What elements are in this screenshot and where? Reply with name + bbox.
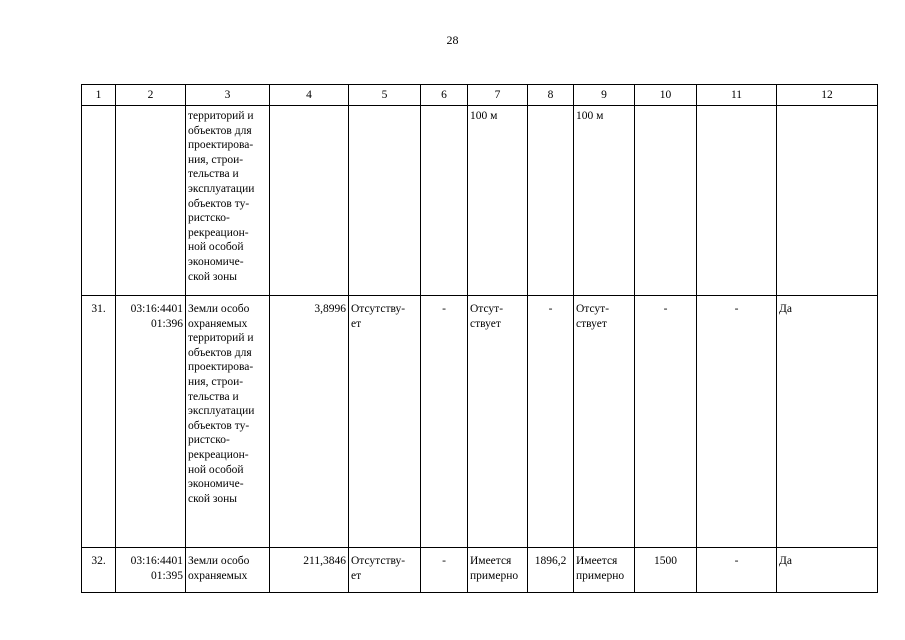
column-number-header: 6: [421, 85, 468, 106]
area-cell: [270, 106, 349, 296]
column-number-header: 8: [528, 85, 574, 106]
table-row: [82, 106, 878, 296]
col9-cell: Имеется примерно: [574, 548, 635, 593]
cadastral-number-cell: [116, 106, 186, 296]
col11-cell: -: [697, 296, 777, 548]
col10-cell: -: [635, 296, 697, 548]
col5-cell: Отсутству- ет: [349, 548, 421, 593]
column-number-header: 11: [697, 85, 777, 106]
table-row: [82, 296, 878, 548]
land-category-cell: Земли особо охраняемых территорий и объектов для проектирова- ния, строи- тельства и эксплуатации объектов ту- ристско- рекреацион- ной особой экономиче- ской зоны: [186, 296, 270, 548]
col7-cell: Имеется примерно: [468, 548, 528, 593]
table-row: [82, 548, 878, 593]
col12-cell: Да: [777, 296, 878, 548]
land-plots-table: [81, 84, 878, 593]
area-cell: 211,3846: [270, 548, 349, 593]
col8-cell: -: [528, 296, 574, 548]
col12-cell: [777, 106, 878, 296]
col8-cell: [528, 106, 574, 296]
col7-cell: 100 м: [468, 106, 528, 296]
col8-cell: 1896,2: [528, 548, 574, 593]
area-cell: 3,8996: [270, 296, 349, 548]
row-number-cell: [82, 106, 116, 296]
land-category-cell: Земли особо охраняемых: [186, 548, 270, 593]
table-header-row: [82, 85, 878, 106]
column-number-header: 10: [635, 85, 697, 106]
column-number-header: 7: [468, 85, 528, 106]
col11-cell: -: [697, 548, 777, 593]
col12-cell: Да: [777, 548, 878, 593]
column-number-header: 9: [574, 85, 635, 106]
col5-cell: [349, 106, 421, 296]
col9-cell: 100 м: [574, 106, 635, 296]
column-number-header: 5: [349, 85, 421, 106]
cadastral-number-cell: 03:16:4401 01:396: [116, 296, 186, 548]
col10-cell: 1500: [635, 548, 697, 593]
col7-cell: Отсут- ствует: [468, 296, 528, 548]
row-number-cell: 31.: [82, 296, 116, 548]
column-number-header: 2: [116, 85, 186, 106]
col5-cell: Отсутству- ет: [349, 296, 421, 548]
column-number-header: 3: [186, 85, 270, 106]
col9-cell: Отсут- ствует: [574, 296, 635, 548]
col11-cell: [697, 106, 777, 296]
cadastral-number-cell: 03:16:4401 01:395: [116, 548, 186, 593]
column-number-header: 12: [777, 85, 878, 106]
land-category-cell: территорий и объектов для проектирова- ния, строи- тельства и эксплуатации объектов ту- ристско- рекреацион- ной особой экономиче- ской зоны: [186, 106, 270, 296]
col10-cell: [635, 106, 697, 296]
col6-cell: [421, 106, 468, 296]
col6-cell: -: [421, 548, 468, 593]
col6-cell: -: [421, 296, 468, 548]
page-number: 28: [446, 33, 459, 47]
column-number-header: 1: [82, 85, 116, 106]
row-number-cell: 32.: [82, 548, 116, 593]
column-number-header: 4: [270, 85, 349, 106]
